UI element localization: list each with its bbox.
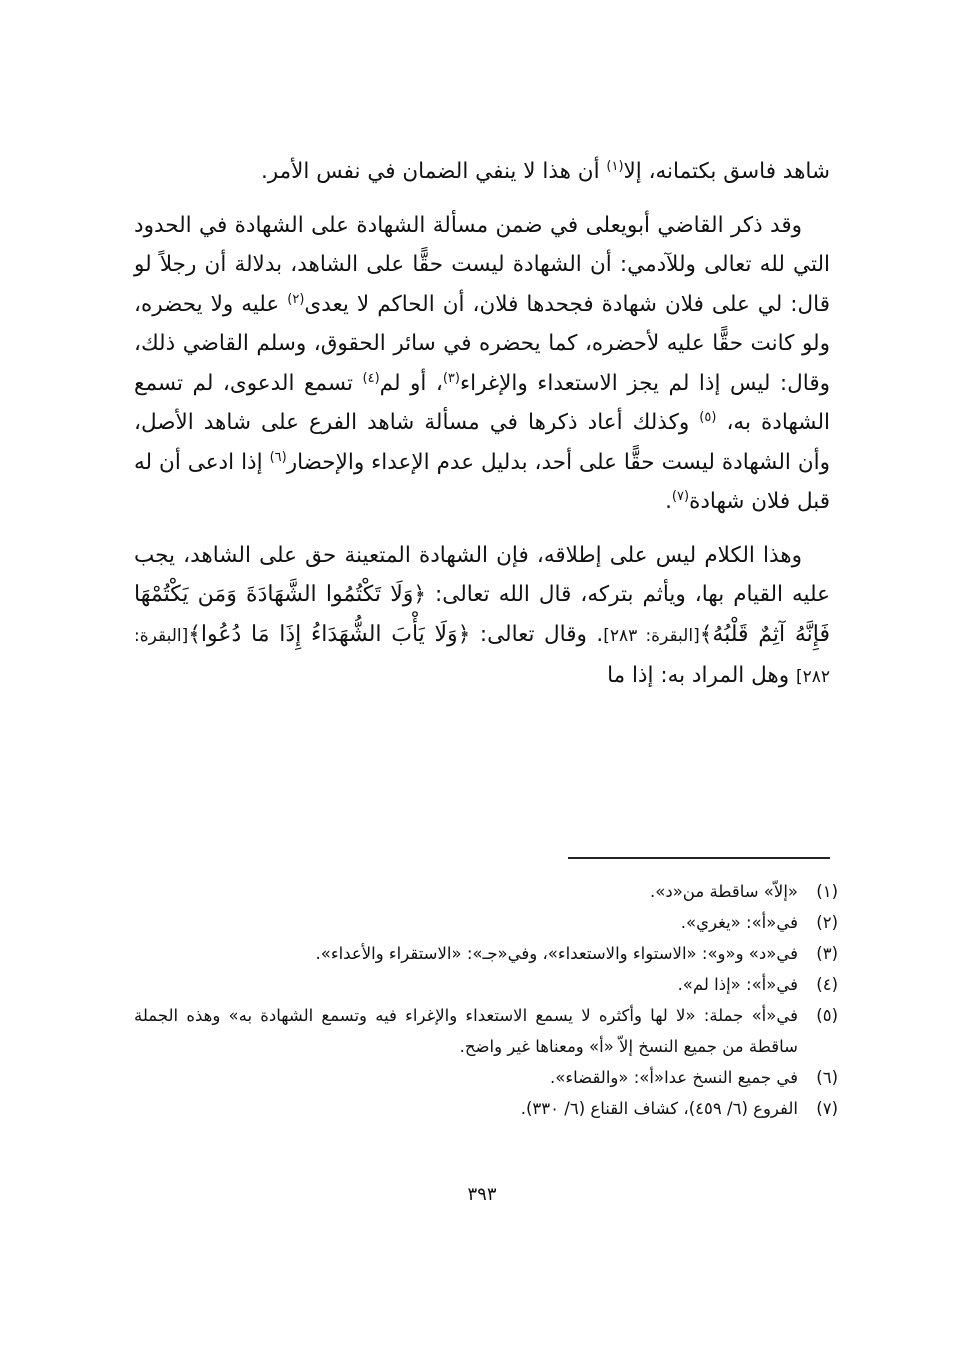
text-run: وقد ذكر القاضي أبويعلى في ضمن مسألة الشهادة على الشهادة في الحدود التي لله تعالى وللآدمي: أن الشهادة ليست حقًّا على الشاهد، بدلالة أن رجلاً لو قال: لي على فلان شهادة فجحدها فلان، أن الحاكم لا يعدى — [134, 212, 830, 317]
footnote-text: في«د» و«و»: «الاستواء والاستعداء»، وفي«جـ»: «الاستقراء والأعداء». — [315, 944, 798, 963]
footnote-ref-7[interactable]: (٧) — [671, 488, 690, 504]
paragraph-3 — [134, 536, 830, 698]
footnote-1 — [134, 876, 838, 907]
paragraph-1 — [134, 152, 830, 192]
footnotes — [134, 876, 838, 1124]
footnote-divider — [568, 857, 830, 859]
page-number: ٣٩٣ — [467, 1184, 497, 1205]
text-run: أن هذا لا ينفي الضمان في نفس الأمر. — [260, 159, 607, 184]
footnote-ref-6[interactable]: (٦) — [269, 449, 287, 465]
ornate-bracket-open: ﴿ — [413, 582, 426, 607]
footnote-7 — [134, 1093, 838, 1124]
footnote-ref-3[interactable]: (٣) — [442, 370, 460, 386]
ornate-bracket-close: ﴾ — [699, 621, 713, 647]
footnote-5 — [134, 1000, 838, 1062]
footnote-text: الفروع (٦/ ٤٥٩)، كشاف القناع (٦/ ٣٣٠). — [520, 1099, 798, 1118]
quran-verse-2: وَلَا يَأْبَ الشُّهَدَاءُ إِذَا مَا دُعُوا — [200, 621, 458, 647]
footnote-2 — [134, 907, 838, 938]
footnote-text: في«أ»: «يغري». — [680, 913, 798, 932]
footnote-ref-2[interactable]: (٢) — [287, 291, 305, 307]
footnote-number: (٤) — [816, 975, 838, 994]
main-text — [134, 152, 830, 712]
text-run: . وقال تعالى: — [470, 621, 604, 647]
text-run: تسمع الدعوى، لم تسمع الشهادة به، — [134, 370, 831, 435]
footnote-number: (٥) — [816, 1006, 838, 1025]
footnote-6 — [134, 1062, 838, 1093]
text-run: . — [665, 489, 672, 514]
footnote-number: (٦) — [816, 1068, 838, 1087]
footnote-text: في جميع النسخ عدا«أ»: «والقضاء». — [550, 1068, 798, 1087]
footnote-ref-5[interactable]: (٥) — [699, 409, 717, 425]
footnote-4 — [134, 969, 838, 1000]
footnote-number: (٢) — [816, 913, 838, 932]
footnote-text: في«أ»: «إذا لم». — [677, 975, 798, 994]
text-run: شاهد فاسق بكتمانه، إلا — [623, 159, 830, 184]
surah-reference-1: [البقرة: ٢٨٣] — [603, 625, 700, 646]
text-run: ، أو لم — [379, 370, 443, 396]
footnote-number: (٣) — [816, 944, 838, 963]
footnote-ref-1[interactable]: (١) — [606, 158, 624, 174]
surah-reference-2: [البقرة: ٢٨٢] — [134, 625, 830, 687]
paragraph-2 — [134, 206, 830, 522]
text-run: إذا ادعى أن له قبل فلان شهادة — [134, 449, 830, 514]
text-run: عليه ولا يحضره، ولو كانت حقًّا عليه لأحضره، كما يحضره في سائر الحقوق، وسلم القاضي ذلك، وقال: ليس إذا لم يجز الاستعداء والإغراء — [134, 291, 830, 396]
ornate-bracket-close: ﴾ — [188, 621, 201, 647]
footnote-text: في«أ» جملة: «لا لها وأكثره لا يسمع الاستعداء والإغراء فيه وتسمع الشهادة به» وهذه الجملة ساقطة من جميع النسخ إلاّ «أ» ومعناها غير واضح. — [134, 1006, 798, 1056]
text-run: وهل المراد به: إذا ما — [607, 663, 796, 688]
footnote-number: (١) — [816, 882, 838, 901]
footnote-text: «إلاّ» ساقطة من«د». — [650, 882, 798, 901]
quran-verse-1: وَلَا تَكْتُمُوا الشَّهَادَةَ وَمَن يَكْتُمْهَا فَإِنَّهُ آثِمٌ قَلْبُهُ — [134, 582, 831, 647]
text-run: وكذلك أعاد ذكرها في مسألة شاهد الفرع على شاهد الأصل، وأن الشهادة ليست حقًّا على أحد، بدليل عدم الإعداء والإحضار — [134, 410, 830, 475]
footnote-ref-4[interactable]: (٤) — [362, 370, 380, 386]
ornate-bracket-open: ﴿ — [457, 621, 471, 647]
footnote-3 — [134, 938, 838, 969]
text-run: وهذا الكلام ليس على إطلاقه، فإن الشهادة المتعينة حق على الشاهد، يجب عليه القيام بها، ويأثم بتركه، قال الله تعالى: — [134, 542, 830, 607]
footnote-number: (٧) — [816, 1099, 838, 1118]
